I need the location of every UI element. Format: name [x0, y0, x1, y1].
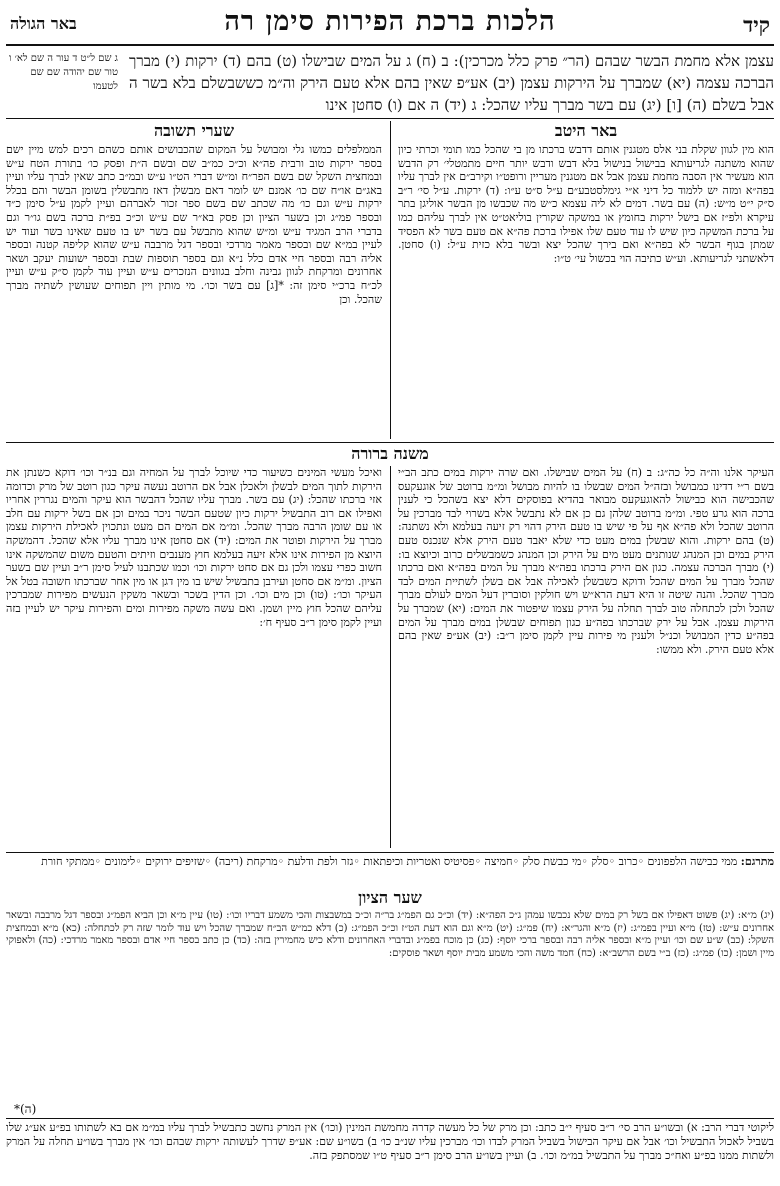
main-text: [129, 50, 774, 116]
targum-label: מתרגם:: [740, 855, 774, 868]
targum-text: ממי כבישה הלפפונים ◦כרוב ◦סלק ◦מי כבשת סלק ◦חמיצה ◦פסיטיס ואטריות וכיפתאות ◦גזר ולפת ודלעת ◦מרקחת (ריבה) ◦שזיפים ירוקים ◦לימונים ◦ממתקי חורת: [41, 855, 738, 868]
likutei-divrei-harav: [6, 1121, 774, 1181]
divider: [6, 118, 774, 119]
end-mark: (ה)*: [14, 1102, 37, 1116]
page-number: קיד: [743, 12, 770, 37]
divider: [6, 442, 774, 443]
footer-text: ליקוטי דברי הרב: א) ובשו״ע הרב סי׳ ר״ב סעיף י״ב כתב: וכן מרק של כל מעשה קדרה מחמשת המינין (וכו׳) אין המרק נחשב כתבשיל לברך עליו במ״מ אם בא לשתותו בפ״ע אע״ג שלו בשביל לאכול התבשיל וכו׳ אבל אם עיקר הבישול בשביל המרק לבדו וכו׳ מברכין עליו שנ״ב כו׳ ב) בשו״ע שם: אע״פ שדרך לעשותה ירקות שבהם וכו׳ אין מברך בשו״ע תחלה על המרק ולשתות ממנו בפ״ע ואח״כ מברך על התבשיל במ״מ וכו׳. ב) ועיין בשו״ע הרב סימן ר״ב סעיף ט״ו שמסתפק בזה.: [6, 1121, 774, 1162]
shaarei-teshuva-heading: שערי תשובה: [153, 121, 235, 140]
targum-glossary: [6, 855, 774, 885]
shaar-hatziyun-heading: שער הציון: [358, 888, 422, 907]
divider: [6, 1118, 774, 1119]
shaarei-teshuva-text: הממלפלים כמשו גלי ומבושל על המקום שהכבושים אותם כשהם רכים למש מיין ישם בספר ירקות טוב ורבית פה״א וכ״כ כמ״ב שם ובשם ה״ת ופסק כו׳ בתורת הטח ע״ש ובמחצית השקל שם בשם הפר״ח ומ״ש דברי הט״ו ע״ש ובמ״ב כתב שאין לברך עליו ועיין באג״ם או״ח שם כו׳ אמנם יש לומר דאם מבשלן דאז מתבשלין בשומן הבשר והם בכלל ירקות ע״ש וגם כו׳ מה שכתב שם בשם ספר זכור לאברהם ועיין לקמן ע״ל סימן כ״ד ובספר פמ״ג וכן בשער הציון וכן פסק בא״ר שם ע״ש וכ״כ בפ״ת ברכה בשם גו״ר וגם בדברי הרב המגיד ע״ש ומ״ש שהוא מתבשל עם בשר יש בו טעם שאינו בשר ועוד יש לעיין במ״א שם ובספר מאמר מרדכי ובספר דגל מרבבה ע״ש שהוא קליפה קטנה ובספר אליה רבה ובספר חיי אדם כלל נ״א וגם בספר תוספות שבת ובספר ישועות יעקב ושאר אחרונים ומרקחת לגוון גבינה וחלב בגוונים הנזכרים ע״ש ועיין עוד לקמן ס״ק ע״ש ועיין לכ״ח ברכ״י סימן זה: *[ג] עם בשר וכו׳. מי מותין ויין תפוחים שעושין לשתיה מברך שהכל. וכן: [6, 143, 382, 306]
mishna-berura-text: העיקר אלנו וה״ה כל כה״ג: ב (ח) על המים שבישלו. ואם שרה ירקות במים כתב הב״י בשם ר״י דדינו כמבושל ובזה״ל המים שבשלו בו להיות מבושל ומ״מ ברוטב של אוגעקעס שהכבישה הוא כבישול להאוגעקעס מבואר בהדיא בפוסקים דלא יצא בשהכל כי לענין ברכה הוא גרע טפי. ומ״מ ברוטב שלהן גם כן אם לא נתבשל אלא בשרוי לבד מברכין על הרוטב שהכל ולא פה״א אף על פי שיש בו טעם הירק דהוי רק זיעה בעלמא ולא נשתנה: (ט) בהם ירקות. והוא שבשלן במים מעט כדי שלא יאבד טעם הירק אלא שנכנס טעם הירק במים וכן המנהג שנותנים מעט מים על הירק וכן המנהג כשמבשלים כרוב וכיוצא בו: (י) מברך הברכה עצמה. כגון אם הירק ברכתו בפה״א מברך על המים בפה״א ואם ברכתו שהכל מברך על המים שהכל ודוקא כשבשלן לאכילה אבל אם בשלן לשתיית המים לבד מברך שהכל. והנה שיטה זו היא דעת הרא״ש ויש חולקין וסוברין דעל המים לעולם מברך שהכל ולכן לכתחלה טוב לברך תחלה על הירק עצמו שיפטור את המים: (יא) שמברך על הירקות עצמן. אבל על ירק שברכתו בפה״ע כגון תפוחים שבשלן במים מברך על המים בפה״ע כדין המבושל וכנ״ל ולענין מי פירות עיין לקמן סימן ר״ב: (יב) אע״פ שאין בהם אלא טעם הירק. ולא ממשו:: [398, 466, 774, 656]
margin-label: באר הגולה: [10, 14, 77, 33]
shaar-hatziyun-section: [6, 910, 774, 1100]
document-page: [6, 4, 774, 1182]
page-title: הלכות ברכת הפירות סימן רה: [224, 6, 556, 37]
shaarei-teshuva-column: [6, 143, 382, 438]
beer-heitev-column: [398, 143, 774, 438]
beer-hagolah-notes: ג שם ל״ט ד עור ה שם לא׳ ו טור שם יהודה שם שם לטעמו: [8, 53, 118, 92]
shaar-hatziyun-text: (יג) מ״א: (יג) פשוט דאפילו אם בשל רק במים שלא נכבשו עמהן ג״כ הפה״א: (יד) וכ״כ גם הפמ״ג בר״ה וכ״כ במשבצות והכי משמע דבריו וכו׳: (טו) עיין מ״א וכן הביא הפמ״ג ובספר דגל מרבבה ובשאר אחרונים ע״ש: (טז) מ״א ועיין בפמ״ג: (יז) מ״א והגר״א: (יח) פמ״ג: (יט) מ״א וגם הוא דעת הט״ז וכ״כ הפמ״ג: (כ) דלא כמ״ש הב״ח שמברך שהכל ויש עוד לומר שזה רק לכתחלה: (כא) מ״א ובמחצית השקל: (כב) ש״ע שם וכו׳ ועיין מ״א ובספר אליה רבה ובספר ברכי יוסף: (כג) כן מוכח בפמ״ג ובדברי האחרונים ודלא כיש מחמירין בזה: (כד) כן כתב בספר חיי אדם ובספר מאמר מרדכי: (כה) ולאפוקי מיין ושמן: (כו) פמ״ג: (כז) ב״י בשם הרשב״א: (כח) חמד משה והכי משמע מבית יוסף ושאר פוסקים:: [6, 910, 774, 959]
divider: [6, 852, 774, 853]
beer-heitev-heading: באר היטב: [554, 121, 618, 140]
mishna-berura-left-column: [6, 466, 382, 848]
mishna-berura-heading: משנה ברורה: [351, 444, 429, 463]
column-divider: [390, 466, 391, 848]
shulchan-aruch-text: עצמן אלא מחמת הבשר שבהם (הר״ פרק כלל מכרכין): ב (ח) ג על המים שבישלו (ט) בהם (ד) ירקות (י) מברך הברכה עצמה (יא) שמברך על הירקות עצמן (יב) אע״פ שאין בהם אלא טעם הירק וה״מ כששבשלם בלא בשר ה אבל בשלם (ה) [ו] (יג) עם בשר מברך עליו שהכל: ג (יד) ה אם (ו) סחטן אינו: [129, 52, 774, 114]
mishna-berura-text: ואיכל מעשי המינים כשיעור כדי שיוכל לברך על המחיה וגם בנ״ר וכו׳ דוקא כשנתן את הירקות לתוך המים לבשלן ולאכלן אבל אם הרוטב נעשה עיקר כגון רוטב של מרק וכדומה אזי ברכתו שהכל: (יג) עם בשר. מברך עליו שהכל דהבשר הוא עיקר והמים נגררין אחריו ואפילו אם רוב התבשיל ירקות כיון שטעם הבשר ניכר במים וכן אם בשל ירקות עם חלב או עם שומן הרבה מברך שהכל. ומ״מ אם המים הם מעט ונתכוין לאכילת הירקות עצמן מברך על הירקות ופוטר את המים: (יד) אם סחטן אינו מברך עליו אלא שהכל. דהמשקה היוצא מן הפירות אינו אלא זיעה בעלמא חוץ מענבים וזיתים והטעם משום שהמשקה אינו חשוב כפרי עצמו ולכן גם אם סחט ירקות וכו׳ וכמו שכתבנו לעיל סימן ר״ב ועיין שם בשער הציון. ומ״מ אם סחטן ועירבן בתבשיל שיש בו מין דגן או מין אחר שברכתו חשובה בטל אל העיקר וכו׳: (טו) וכן מים וכו׳. וכן הדין בשכר ובשאר משקין הנעשים מפירות שמברכין עליהם שהכל חוץ מיין ושמן. ואם עשה משקה מפירות ומים והפירות עיקר יש לעיין בזה ועיין לקמן סימן ר״ב סעיף ח׳:: [6, 466, 382, 629]
column-divider: [390, 121, 391, 439]
page-header: [6, 4, 774, 46]
mishna-berura-right-column: [398, 466, 774, 848]
beer-heitev-text: הוא מין לגוון שקלת בני אלס מטגנין אותם דדבש ברכתו מן בי שהכל כמו תומי וכרתי כיון שהוא משתנה לגריעותא בבישול בנישול בלא דבש ודבש יותר חיים מתמטלי׳ רק הדבש הוא מעשיר אין הסבה מחמת עצמן אבל אם מטגנין מעריין ורופט״ו וקירב״ם אין לברך עליו בפה״א ומזה יש ללמוד כל דיני א״י גימלסטבע״ם ע״ל ס״ט ע״ו: (ד) ירקות. ע״ל סי׳ ר״ב ס״ק י״ט מ״ש: (ה) עם בשר. דמים לא ליה עצמא כ״ש מה שכבשו מן הבשר אוליגן בתר עיקרא ולפ״ז אם בישל ירקות בחומץ או במשקה שקורין בוליאט״ט אין לברך עליהם כמו על ברכת המשקה כיון שיש לו עוד טעם שלו אפילו ברכת פה״א אם טעם בשר לא הפסיד שמתן בגוף הבשר לא בפה״א ואם בירך שהכל יצא ובשר בלא כזית ע״ל: (ו) סחטן. דלאשתני לגריעותא. וע״ש כתיבה הוי בכשול עי׳ ט״ו:: [398, 143, 774, 265]
